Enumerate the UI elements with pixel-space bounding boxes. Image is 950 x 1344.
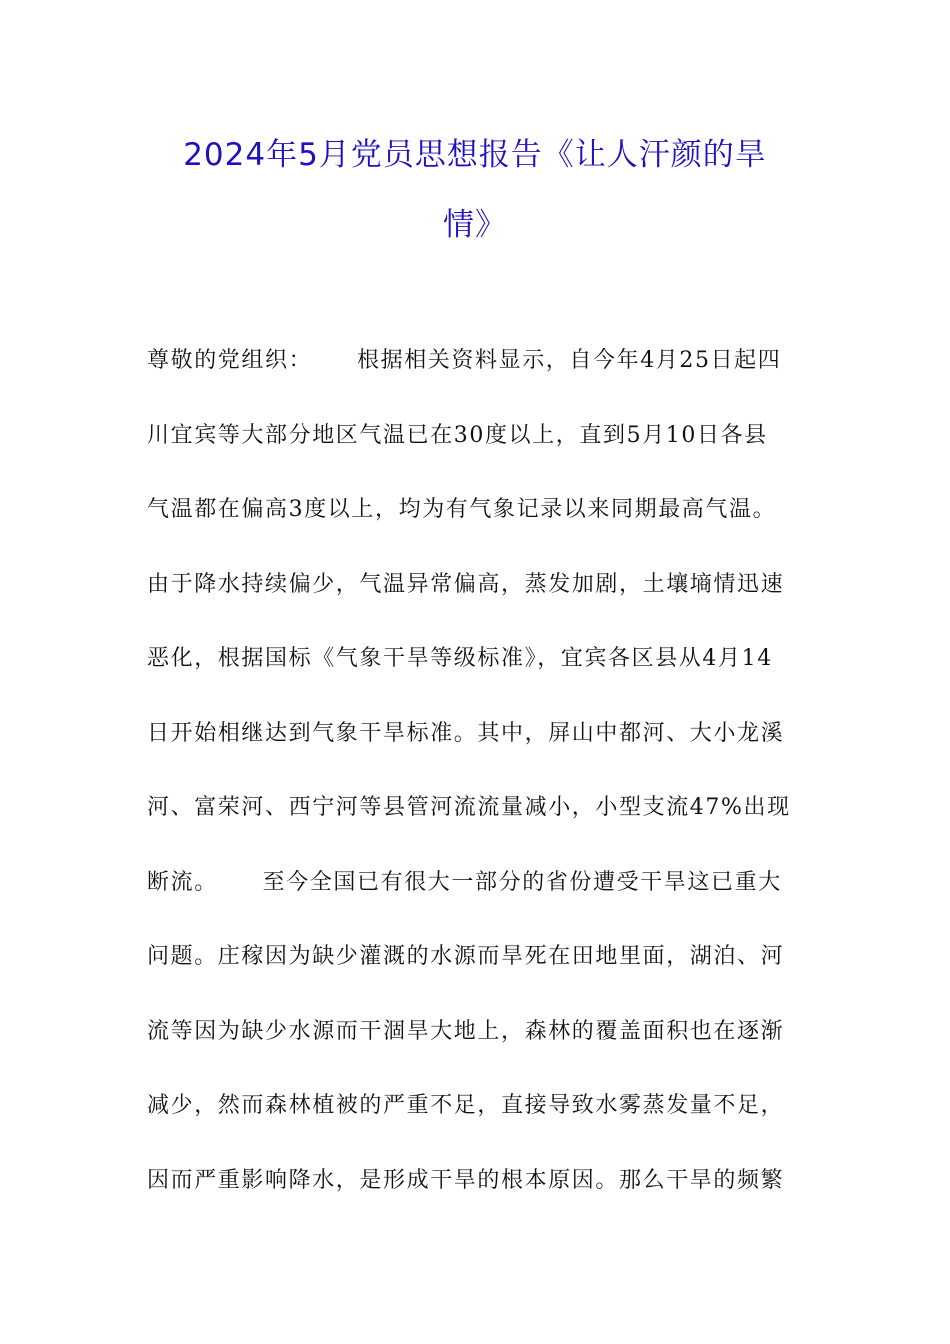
document-body: [147, 335, 812, 1229]
title-line-2: 情》: [443, 207, 507, 243]
body-line: 断流。 至今全国已有很大一部分的省份遭受干旱这已重大: [147, 869, 782, 895]
body-line: 川宜宾等大部分地区气温已在30度以上，直到5月10日各县: [147, 422, 768, 448]
body-line: 日开始相继达到气象干旱标准。其中，屏山中都河、大小龙溪: [147, 720, 785, 746]
document-title: [120, 120, 830, 260]
body-line: 流等因为缺少水源而干涸旱大地上，森林的覆盖面积也在逐渐: [147, 1018, 785, 1044]
body-line: 问题。庄稼因为缺少灌溉的水源而旱死在田地里面，湖泊、河: [147, 944, 785, 969]
body-line: 恶化，根据国标《气象干旱等级标准》，宜宾各区县从4月14: [147, 646, 773, 671]
body-line: 减少，然而森林植被的严重不足，直接导致水雾蒸发量不足，: [147, 1093, 785, 1118]
body-line: 河、富荣河、西宁河等县管河流流量减小，小型支流47%出现: [147, 795, 791, 820]
body-line: 由于降水持续偏少，气温异常偏高，蒸发加剧，土壤墒情迅速: [147, 571, 785, 597]
title-line-1: 2024年5月党员思想报告《让人汗颜的旱: [183, 137, 767, 173]
body-line: 因而严重影响降水，是形成干旱的根本原因。那么干旱的频繁: [147, 1167, 785, 1193]
body-line: 尊敬的党组织： 根据相关资料显示，自今年4月25日起四: [147, 348, 782, 373]
body-line: 气温都在偏高3度以上，均为有气象记录以来同期最高气温。: [147, 497, 777, 522]
